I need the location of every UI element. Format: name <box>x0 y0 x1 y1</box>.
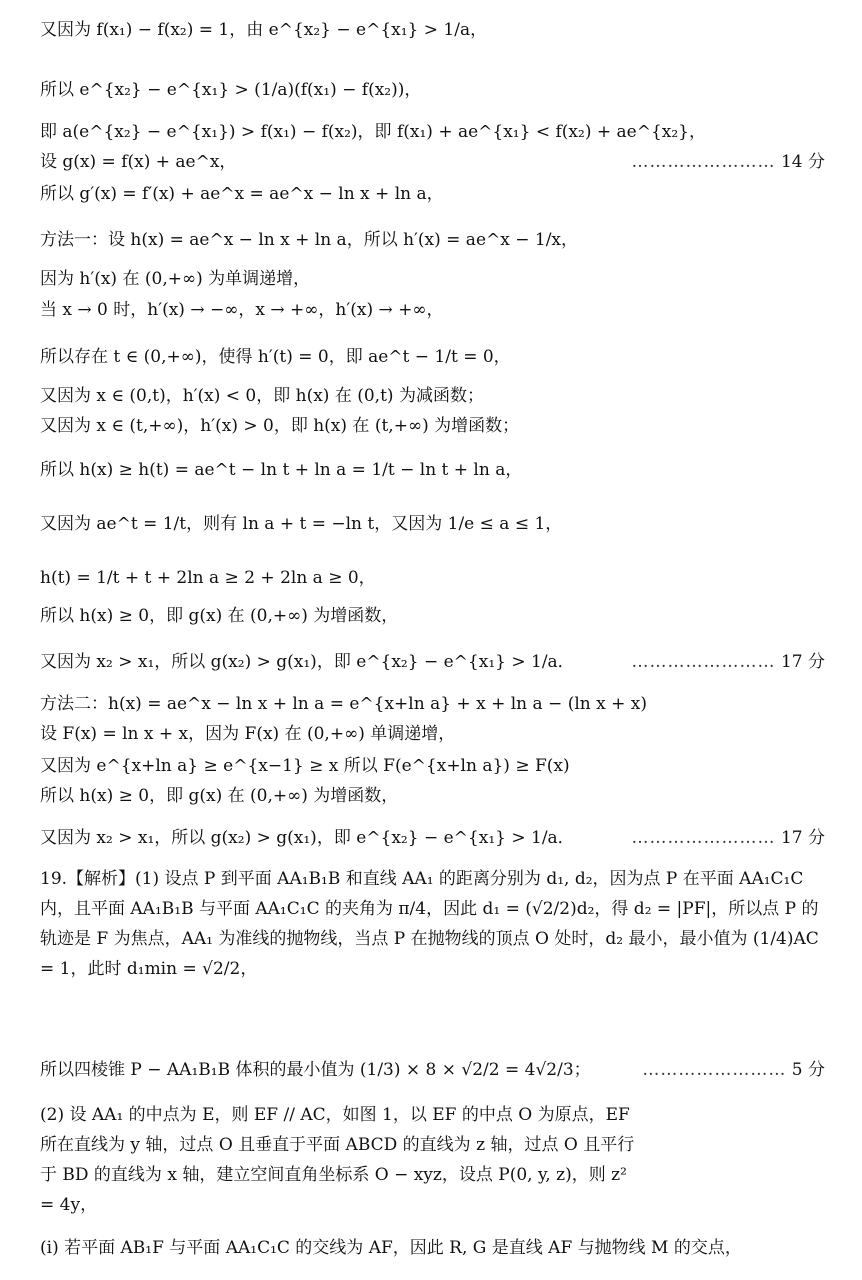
line-11: 又因为 x ∈ (t,+∞)，h′(x) > 0，即 h(x) 在 (t,+∞) 为增函数； <box>40 416 520 436</box>
score-5: …………………… 5 分 <box>642 1060 825 1080</box>
line-1: 又因为 f(x₁) − f(x₂) = 1，由 e^{x₂} − e^{x₁} > 1/a， <box>40 20 488 40</box>
line-13: 又因为 ae^t = 1/t，则有 ln a + t = −ln t，又因为 1/e ≤ a ≤ 1， <box>40 514 563 534</box>
paragraph-19-part2: (2) 设 AA₁ 的中点为 E，则 EF // AC，如图 1，以 EF 的中点 O 为原点，EF 所在直线为 y 轴，过点 O 且垂直于平面 ABCD 的直线为 z 轴，过点 O 且平行于 BD 的直线为 x 轴，建立空间直角坐标系 O − xyz，设点 P(0, y, z)，则 z² = 4y， <box>40 1105 635 1215</box>
score-17-a: …………………… 17 分 <box>631 652 825 672</box>
line-4: 设 g(x) = f(x) + ae^x， …………………… 14 分 <box>40 152 825 172</box>
line-part-i: (i) 若平面 AB₁F 与平面 AA₁C₁C 的交线为 AF，因此 R, G 是直线 AF 与抛物线 M 的交点， <box>40 1238 742 1258</box>
line-17: 方法二：h(x) = ae^x − ln x + ln a = e^{x+ln a} + x + ln a − (ln x + x) <box>40 694 647 714</box>
line-5: 所以 g′(x) = f′(x) + ae^x = ae^x − ln x + ln a， <box>40 184 444 204</box>
line-21: 又因为 x₂ > x₁，所以 g(x₂) > g(x₁)，即 e^{x₂} − e^{x₁} > 1/a． …………………… 17 分 <box>40 828 825 848</box>
line-18: 设 F(x) = ln x + x，因为 F(x) 在 (0,+∞) 单调递增， <box>40 724 456 744</box>
paragraph-19-part1: 19.【解析】(1) 设点 P 到平面 AA₁B₁B 和直线 AA₁ 的距离分别为 d₁, d₂，因为点 P 在平面 AA₁C₁C 内，且平面 AA₁B₁B 与平面 AA₁C₁C 的夹角为 π/4，因此 d₁ = (√2/2)d₂，得 d₂ = |PF|，所以点 P 的轨迹是 F 为焦点，AA₁ 为准线的抛物线，当点 P 在抛物线的顶点 O 处时，d₂ 最小，最小值为 (1/4)AC = 1，此时 d₁min = √2/2， <box>40 869 819 979</box>
score-14: …………………… 14 分 <box>631 152 825 172</box>
line-6: 方法一：设 h(x) = ae^x − ln x + ln a，所以 h′(x) = ae^x − 1/x， <box>40 230 579 250</box>
line-volume: 所以四棱锥 P − AA₁B₁B 体积的最小值为 (1/3) × 8 × √2/2 = 4√2/3； …………………… 5 分 <box>40 1060 825 1080</box>
line-19: 又因为 e^{x+ln a} ≥ e^{x−1} ≥ x 所以 F(e^{x+ln a}) ≥ F(x) <box>40 756 570 776</box>
line-14: h(t) = 1/t + t + 2ln a ≥ 2 + 2ln a ≥ 0， <box>40 568 376 588</box>
line-8: 当 x → 0 时，h′(x) → −∞，x → +∞，h′(x) → +∞， <box>40 300 444 320</box>
line-10: 又因为 x ∈ (0,t)，h′(x) < 0，即 h(x) 在 (0,t) 为减函数； <box>40 386 484 406</box>
line-12: 所以 h(x) ≥ h(t) = ae^t − ln t + ln a = 1/t − ln t + ln a， <box>40 460 523 480</box>
line-9: 所以存在 t ∈ (0,+∞)，使得 h′(t) = 0，即 ae^t − 1/t = 0， <box>40 347 511 367</box>
line-15: 所以 h(x) ≥ 0，即 g(x) 在 (0,+∞) 为增函数， <box>40 606 399 626</box>
line-20: 所以 h(x) ≥ 0，即 g(x) 在 (0,+∞) 为增函数， <box>40 786 399 806</box>
line-3: 即 a(e^{x₂} − e^{x₁}) > f(x₁) − f(x₂)，即 f(x₁) + ae^{x₁} < f(x₂) + ae^{x₂}， <box>40 122 706 142</box>
line-16: 又因为 x₂ > x₁，所以 g(x₂) > g(x₁)，即 e^{x₂} − e^{x₁} > 1/a． …………………… 17 分 <box>40 652 825 672</box>
line-2: 所以 e^{x₂} − e^{x₁} > (1/a)(f(x₁) − f(x₂))， <box>40 80 422 100</box>
line-7: 因为 h′(x) 在 (0,+∞) 为单调递增， <box>40 269 311 289</box>
score-17-b: …………………… 17 分 <box>631 828 825 848</box>
